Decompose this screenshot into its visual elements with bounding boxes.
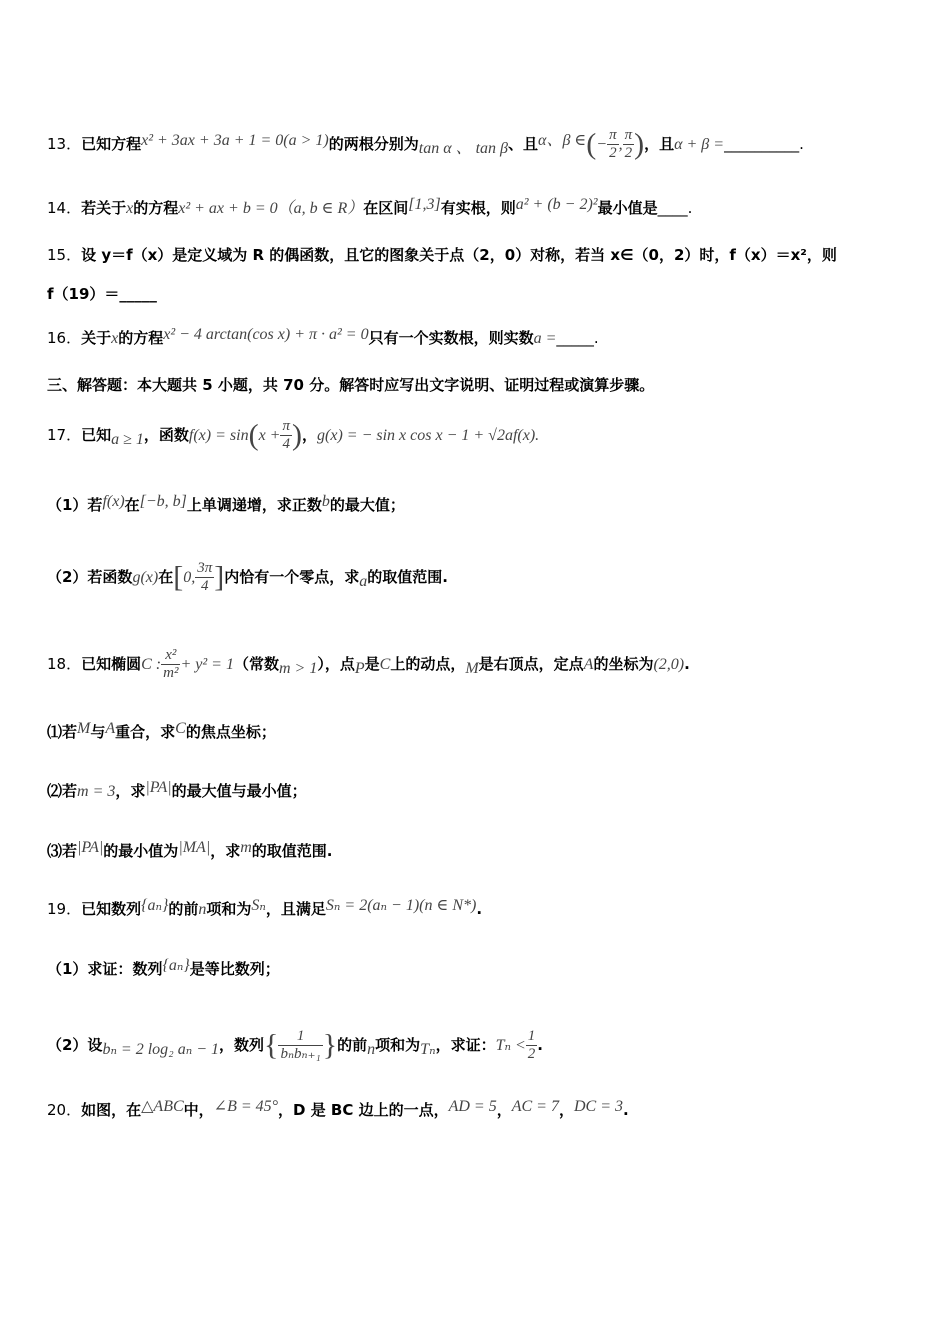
math-g: g(x) = − sin x cos x − 1 + √2af(x). <box>317 427 540 444</box>
open-paren: ( <box>586 127 597 161</box>
text: 有实根，则 <box>440 199 516 217</box>
math-interval: [−b, b] <box>139 493 187 510</box>
math-fraction <box>280 418 292 453</box>
answer-blank: __________. <box>724 135 804 153</box>
open-paren: ( <box>248 418 259 452</box>
text: . <box>537 1036 543 1054</box>
question-number: 18． <box>47 655 82 673</box>
math-M: M <box>77 720 91 737</box>
text: 上单调递增，求正数 <box>186 496 322 514</box>
question-19-part2 <box>47 1028 910 1063</box>
text: 已知椭圆 <box>81 655 142 673</box>
math-PA: |PA| <box>145 779 172 796</box>
text: 只有一个实数根，则实数 <box>368 329 534 347</box>
close-paren: ) <box>634 127 645 161</box>
math-sum: α + β = <box>674 136 725 153</box>
text: 的前 <box>168 900 199 918</box>
text: ，数列 <box>219 1036 265 1054</box>
text: ， <box>302 426 318 444</box>
math-x: x <box>126 200 134 217</box>
text: f（19）＝_____ <box>47 285 157 303</box>
text: 是等比数列； <box>189 960 280 978</box>
math-arg: x + <box>258 427 281 444</box>
math-ac: AC = 7 <box>511 1098 559 1115</box>
frac-num: π <box>609 127 617 143</box>
question-19-part1 <box>47 958 910 981</box>
math-equation: x² + 3ax + 3a + 1 = 0(a > 1) <box>141 132 329 149</box>
math-c: C : <box>141 656 162 673</box>
part-label: （1）若 <box>47 496 103 514</box>
question-number: 19． <box>47 900 82 918</box>
part-label: （1）求证：数列 <box>47 960 163 978</box>
text: 如图，在 <box>81 1101 142 1119</box>
math-Tn: Tₙ <box>420 1041 436 1058</box>
math-interval: [1,3] <box>408 196 441 213</box>
math-sequence: {aₙ} <box>141 897 169 914</box>
text: 在区间 <box>363 199 409 217</box>
question-number: 13． <box>47 135 82 153</box>
text: 、且 <box>508 135 539 153</box>
question-17-part2 <box>47 560 910 595</box>
part-label: ⑵若 <box>47 782 78 800</box>
text: 的坐标为 <box>593 655 654 673</box>
math-f: f(x) = sin <box>188 427 249 444</box>
text: ），点 <box>317 655 355 673</box>
text: 项和为 <box>375 1036 421 1054</box>
math-PA: |PA| <box>77 839 104 856</box>
math-sequence: {aₙ} <box>162 957 190 974</box>
question-15-cont <box>47 283 910 305</box>
math-MA: |MA| <box>178 839 211 856</box>
text: 设 y＝f（x）是定义域为 R 的偶函数，且它的图象关于点（2，0）对称，若当 x∈（0，2）时，f（x）＝x²，则 <box>81 246 837 264</box>
frac-num: 1 <box>278 1028 322 1046</box>
math-roots: tan α 、 tan β <box>418 140 509 157</box>
text: ，求 <box>115 782 146 800</box>
math-p: P <box>354 660 365 677</box>
frac-num: 3π <box>197 560 213 576</box>
question-18 <box>47 647 910 682</box>
math-C: C <box>175 720 186 737</box>
text: 在 <box>158 568 174 586</box>
frac-den: 2 <box>527 1046 536 1062</box>
question-number: 14． <box>47 199 82 217</box>
math-n: n <box>198 901 207 918</box>
text: ，且 <box>644 135 675 153</box>
text: . <box>476 900 483 918</box>
math-coord: (2,0) <box>653 656 685 673</box>
math-bn: bₙ = 2 log₂ aₙ − 1 <box>102 1041 220 1058</box>
math-fraction <box>161 647 180 682</box>
math-m: m <box>240 839 252 856</box>
text: 的两根分别为 <box>328 135 419 153</box>
text: 内恰有一个零点，求 <box>224 568 360 586</box>
frac-num: π <box>282 418 290 434</box>
math-g: g(x) <box>132 569 159 586</box>
text: 最小值是 <box>597 199 658 217</box>
answer-blank: _____. <box>556 329 599 347</box>
text: 在 <box>124 496 140 514</box>
math-A: A <box>105 720 116 737</box>
math-M: M <box>465 660 479 677</box>
text: 的取值范围. <box>367 568 448 586</box>
math-triangle: △ABC <box>141 1098 184 1115</box>
math-ad: AD = 5 <box>448 1098 497 1115</box>
question-13 <box>47 127 910 162</box>
text: 中， <box>183 1101 214 1119</box>
math-equation: x² + ax + b = 0 <box>178 200 278 217</box>
part-label: ⑴若 <box>47 723 78 741</box>
comma: , <box>618 136 623 153</box>
math-m: m = 3 <box>77 783 116 800</box>
math-c: C <box>379 656 391 673</box>
math-n: n <box>367 1041 376 1058</box>
text: 的方程 <box>118 329 164 347</box>
text: 的最大值； <box>329 496 405 514</box>
frac-num: x² <box>161 647 180 665</box>
frac-den: 2 <box>624 145 633 161</box>
text: 上的动点， <box>390 655 466 673</box>
text: 的取值范围. <box>251 842 333 860</box>
text: 重合，求 <box>115 723 176 741</box>
math-zero: 0, <box>183 569 196 586</box>
text: 与 <box>90 723 106 741</box>
frac-den: 4 <box>200 578 209 594</box>
text: ，且满足 <box>265 900 326 918</box>
close-bracket: ] <box>214 560 225 594</box>
question-number: 20． <box>47 1101 82 1119</box>
frac-num: 1 <box>527 1028 536 1044</box>
text: 的最小值为 <box>103 842 179 860</box>
math-fraction <box>195 560 214 595</box>
math-equation: x² − 4 arctan(cos x) + π · a² = 0 <box>163 326 369 343</box>
text: ， <box>558 1101 574 1119</box>
question-17-part1 <box>47 494 910 517</box>
math-condition: α、β ∈ <box>538 132 587 149</box>
section-title: 三、解答题：本大题共 5 小题，共 70 分。解答时应写出文字说明、证明过程或演算步骤。 <box>47 376 655 394</box>
math-fraction <box>278 1028 322 1063</box>
math-angle: ∠B = 45° <box>213 1098 279 1115</box>
text: ，求 <box>210 842 241 860</box>
math-Sn: Sₙ <box>251 897 266 914</box>
math-dc: DC = 3 <box>574 1098 624 1115</box>
math-condition: a ≥ 1 <box>111 431 144 448</box>
question-18-part3 <box>47 840 910 863</box>
text: ，D 是 BC 边上的一点， <box>278 1101 449 1119</box>
math-A: A <box>583 656 594 673</box>
question-20 <box>47 1099 910 1122</box>
text: 若关于 <box>81 199 127 217</box>
text: 是 <box>364 655 380 673</box>
text: 的最大值与最小值； <box>171 782 307 800</box>
text: 已知方程 <box>81 135 142 153</box>
question-17 <box>47 418 910 453</box>
math-rest: + y² = 1 <box>180 656 234 673</box>
part-label: ⑶若 <box>47 842 78 860</box>
open-brace: { <box>264 1028 279 1062</box>
frac-num: π <box>624 127 633 143</box>
open-bracket: [ <box>173 560 184 594</box>
math-m: m > 1 <box>278 660 318 677</box>
text: ， <box>496 1101 512 1119</box>
math-inequality: Tₙ < <box>495 1037 526 1054</box>
text: 关于 <box>81 329 112 347</box>
text: 的前 <box>337 1036 368 1054</box>
part-label: （2）设 <box>47 1036 103 1054</box>
math-condition: （a, b ∈ R） <box>277 200 364 217</box>
close-paren: ) <box>292 418 302 452</box>
frac-den: 4 <box>282 436 290 452</box>
answer-blank: ____. <box>657 199 693 217</box>
text: ，函数 <box>143 426 189 444</box>
text: . <box>623 1101 629 1119</box>
question-number: 17． <box>47 426 82 444</box>
close-brace: } <box>322 1028 338 1062</box>
frac-den: bₙbₙ₊₁ <box>280 1046 321 1062</box>
math-fraction <box>526 1028 538 1063</box>
text: 已知数列 <box>81 900 142 918</box>
math-f: f(x) <box>102 493 125 510</box>
math-minus: − <box>596 136 608 153</box>
math-b: b <box>321 493 330 510</box>
text: . <box>684 655 690 673</box>
text: 项和为 <box>206 900 252 918</box>
question-19 <box>47 898 910 921</box>
question-number: 16． <box>47 329 82 347</box>
math-fraction <box>623 127 635 162</box>
frac-den: 2 <box>609 145 617 161</box>
math-fraction <box>607 127 619 162</box>
text: （常数 <box>233 655 279 673</box>
question-15 <box>47 244 910 266</box>
part-label: （2）若函数 <box>47 568 133 586</box>
question-18-part2 <box>47 780 910 803</box>
frac-den: m² <box>163 665 179 681</box>
math-a: a = <box>533 330 557 347</box>
text: 是右顶点，定点 <box>478 655 584 673</box>
text: 的方程 <box>133 199 179 217</box>
text: 的焦点坐标； <box>185 723 276 741</box>
math-x: x <box>111 330 119 347</box>
question-16 <box>47 327 910 350</box>
math-a: a <box>359 573 368 590</box>
question-18-part1 <box>47 721 910 744</box>
question-number: 15． <box>47 246 82 264</box>
question-14 <box>47 197 910 220</box>
text: 已知 <box>81 426 112 444</box>
math-expression: a² + (b − 2)² <box>515 196 598 213</box>
math-equation: Sₙ = 2(aₙ − 1)(n ∈ N*) <box>325 897 477 914</box>
section-heading <box>47 374 910 396</box>
text: ，求证： <box>435 1036 496 1054</box>
